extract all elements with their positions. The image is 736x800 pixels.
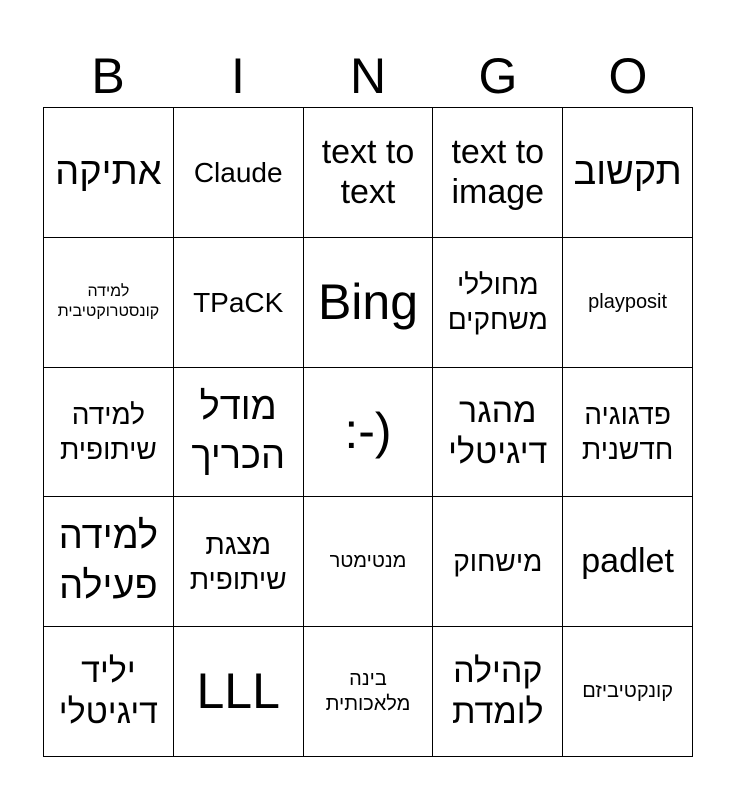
bingo-cell-r4-c0[interactable] [44,627,174,757]
bingo-cell-r2-c2[interactable] [304,368,434,498]
bingo-cell-r2-c3[interactable] [433,368,563,498]
bingo-cell-r1-c0[interactable] [44,238,174,368]
cell-text: מהגר דיגיטלי [448,392,548,471]
cell-text: פדגוגיה חדשנית [581,398,674,465]
bingo-cell-r2-c1[interactable] [174,368,304,498]
bingo-cell-r1-c4[interactable] [563,238,693,368]
cell-text: text to text [321,132,415,212]
bingo-cell-r0-c3[interactable] [433,108,563,238]
cell-text: מנטימטר [329,550,407,573]
cell-text: בינה מלאכותית [325,667,411,715]
bingo-cell-r0-c1[interactable] [174,108,304,238]
cell-text: יליד דיגיטלי [58,651,159,731]
bingo-board [43,107,693,757]
cell-text: padlet [581,542,674,581]
header-letter-i: I [231,48,245,104]
cell-text: מצגת שיתופית [189,528,287,595]
bingo-cell-r0-c4[interactable] [563,108,693,238]
header-letter-n: N [349,48,387,104]
cell-text: מודל הכריך [191,385,286,477]
cell-text: LLL [196,663,280,720]
cell-text: מישחוק [453,546,543,578]
bingo-cell-r3-c2[interactable] [304,497,434,627]
header-letter-g: G [478,48,518,104]
bingo-cell-r3-c3[interactable] [433,497,563,627]
bingo-cell-r0-c0[interactable] [44,108,174,238]
cell-text: TPaCK [193,286,284,318]
bingo-cell-r2-c0[interactable] [44,368,174,498]
bingo-cell-r4-c4[interactable] [563,627,693,757]
bingo-cell-r4-c1[interactable] [174,627,304,757]
cell-text: :-) [344,403,392,460]
bingo-cell-r1-c2[interactable] [304,238,434,368]
cell-text: קונקטיביזם [582,680,673,703]
cell-text: מחוללי משחקים [447,269,548,336]
cell-text: text to image [451,132,545,212]
bingo-cell-r1-c3[interactable] [433,238,563,368]
cell-text: למידה שיתופית [59,398,157,465]
cell-text: למידה פעילה [58,515,159,607]
bingo-cell-r3-c1[interactable] [174,497,304,627]
bingo-cell-r4-c3[interactable] [433,627,563,757]
bingo-header [43,46,693,106]
cell-text: Claude [193,156,283,188]
cell-text: תקשוב [573,150,682,193]
header-letter-o: O [608,48,648,104]
bingo-cell-r3-c4[interactable] [563,497,693,627]
cell-text: Bing [317,273,419,330]
bingo-cell-r2-c4[interactable] [563,368,693,498]
bingo-cell-r3-c0[interactable] [44,497,174,627]
cell-text: אתיקה [55,150,162,193]
cell-text: קהילה לומדת [452,651,544,731]
cell-text: playposit [588,290,668,313]
bingo-cell-r4-c2[interactable] [304,627,434,757]
bingo-cell-r0-c2[interactable] [304,108,434,238]
bingo-cell-r1-c1[interactable] [174,238,304,368]
cell-text: למידה קונסטרוקטיבית [57,283,160,321]
header-letter-b: B [91,48,125,104]
